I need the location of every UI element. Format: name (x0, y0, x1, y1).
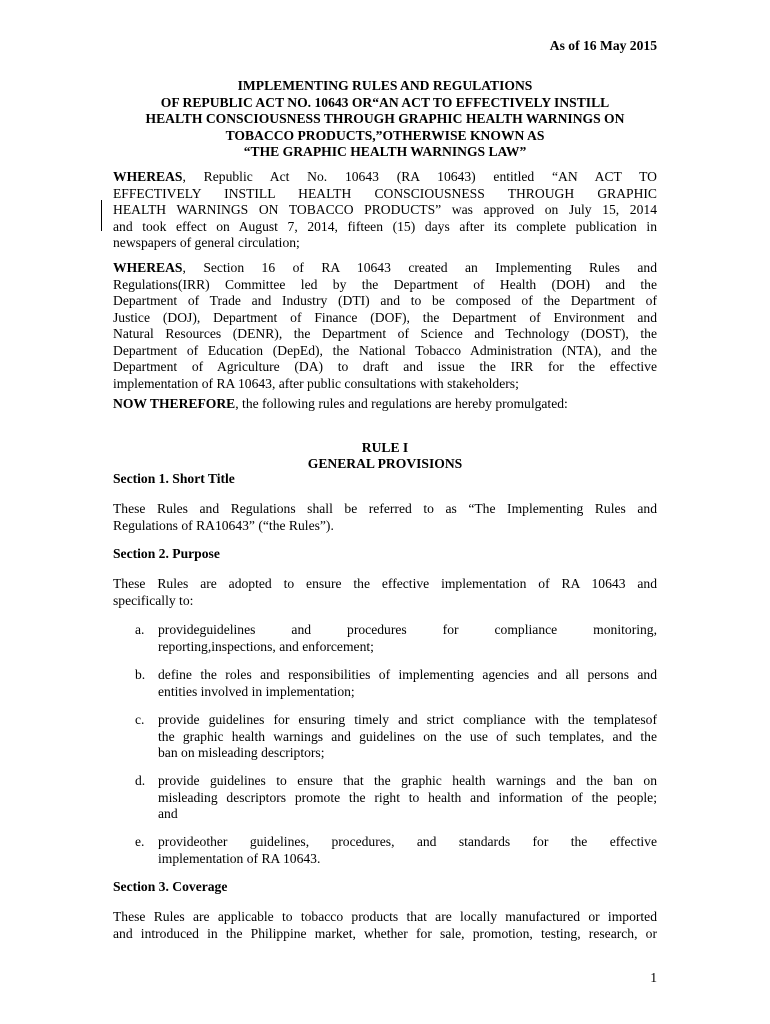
list-marker: a. (135, 622, 145, 637)
document-date: As of 16 May 2015 (549, 38, 657, 53)
paragraph-line: specifically to: (113, 592, 194, 608)
paragraph-line: HEALTH WARNINGS ON TOBACCO PRODUCTS” was approved on July 15, 2014 (113, 202, 657, 217)
now-therefore-lead: NOW THEREFORE (113, 396, 236, 411)
list-marker: c. (135, 712, 145, 727)
section-2-heading: Section 2. Purpose (113, 546, 220, 561)
rule-name: GENERAL PROVISIONS (307, 456, 463, 471)
title-line: TOBACCO PRODUCTS,”OTHERWISE KNOWN AS (225, 127, 545, 143)
section-3-paragraph (113, 909, 657, 942)
paragraph-line: These Rules are adopted to ensure the effective implementation of RA 10643 and (113, 576, 657, 591)
list-item-line: and (158, 806, 178, 821)
paragraph-line: newspapers of general circulation; (113, 235, 300, 250)
paragraph-line: Justice (DOJ), Department of Finance (DOF), the Department of Environment and (113, 309, 657, 325)
paragraph-line: Regulations of RA10643” (“the Rules”). (113, 517, 334, 533)
list-item-line: entities involved in implementation; (158, 683, 355, 699)
paragraph-line: and introduced in the Philippine market, whether for sale, promotion, testing, research, or (113, 925, 657, 941)
paragraph-line: and took effect on August 7, 2014, fifteen (15) days after its complete publication in (113, 218, 657, 234)
list-item-line: misleading descriptors promote the right to health and information of the people; (158, 789, 657, 805)
title-line: IMPLEMENTING RULES AND REGULATIONS (237, 78, 533, 93)
section-2-paragraph (113, 576, 657, 609)
rule-number: RULE I (361, 440, 409, 455)
list-item-line: define the roles and responsibilities of implementing agencies and all persons and (158, 667, 657, 682)
paragraph-line: Natural Resources (DENR), the Department of Science and Technology (DOST), the (113, 326, 657, 341)
paragraph-line: Department of Trade and Industry (DTI) and to be composed of the Department of (113, 293, 657, 308)
paragraph-line: These Rules are applicable to tobacco products that are locally manufactured or imported (113, 909, 657, 924)
list-item-line: reporting,inspections, and enforcement; (158, 638, 374, 654)
whereas-paragraph-2 (113, 260, 657, 392)
section-1-paragraph (113, 501, 657, 534)
paragraph-line: Regulations(IRR) Committee led by the Department of Health (DOH) and the (113, 276, 657, 292)
title-line: OF REPUBLIC ACT NO. 10643 OR“AN ACT TO EFFECTIVELY INSTILL (160, 94, 610, 110)
list-item-line: implementation of RA 10643. (158, 850, 321, 866)
list-item-line: the graphic health warnings and guidelines on the use of such templates, and the (158, 728, 657, 744)
paragraph-line: implementation of RA 10643, after public consultations with stakeholders; (113, 375, 519, 391)
section-1-heading: Section 1. Short Title (113, 471, 235, 486)
paragraph-line: NOW THEREFORE, the following rules and regulations are hereby promulgated: (113, 396, 568, 411)
list-item-line: provideguidelines and procedures for compliance monitoring, (158, 622, 657, 637)
list-marker: b. (135, 667, 146, 682)
list-item-line: ban on misleading descriptors; (158, 745, 325, 760)
whereas-lead: WHEREAS (113, 169, 183, 184)
document-page (113, 0, 657, 1024)
title-line: “THE GRAPHIC HEALTH WARNINGS LAW” (243, 144, 527, 159)
section-3-heading: Section 3. Coverage (113, 879, 228, 894)
list-marker: d. (135, 773, 146, 788)
paragraph-line: Department of Education (DepEd), the National Tobacco Administration (NTA), and the (113, 342, 657, 358)
list-item-line: provide guidelines to ensure that the graphic health warnings and the ban on (158, 773, 657, 788)
title-line: HEALTH CONSCIOUSNESS THROUGH GRAPHIC HEALTH WARNINGS ON (145, 111, 625, 126)
paragraph-line: Department of Agriculture (DA) to draft and issue the IRR for the effective (113, 359, 657, 374)
list-item-line: provide guidelines for ensuring timely and strict compliance with the templatesof (158, 712, 657, 727)
list-marker: e. (135, 834, 145, 849)
whereas-lead: WHEREAS (113, 260, 183, 275)
paragraph-line: WHEREAS, Section 16 of RA 10643 created an Implementing Rules and (113, 260, 657, 275)
document-title (93, 78, 677, 161)
paragraph-line: EFFECTIVELY INSTILL HEALTH CONSCIOUSNESS THROUGH GRAPHIC (113, 185, 657, 201)
page-number: 1 (650, 970, 657, 985)
revision-change-bar (101, 200, 102, 231)
now-therefore-paragraph (113, 396, 657, 413)
whereas-paragraph-1 (113, 169, 657, 252)
paragraph-line: WHEREAS, Republic Act No. 10643 (RA 10643) entitled “AN ACT TO (113, 169, 657, 184)
list-item-line: provideother guidelines, procedures, and standards for the effective (158, 834, 657, 849)
paragraph-line: These Rules and Regulations shall be referred to as “The Implementing Rules and (113, 501, 657, 516)
